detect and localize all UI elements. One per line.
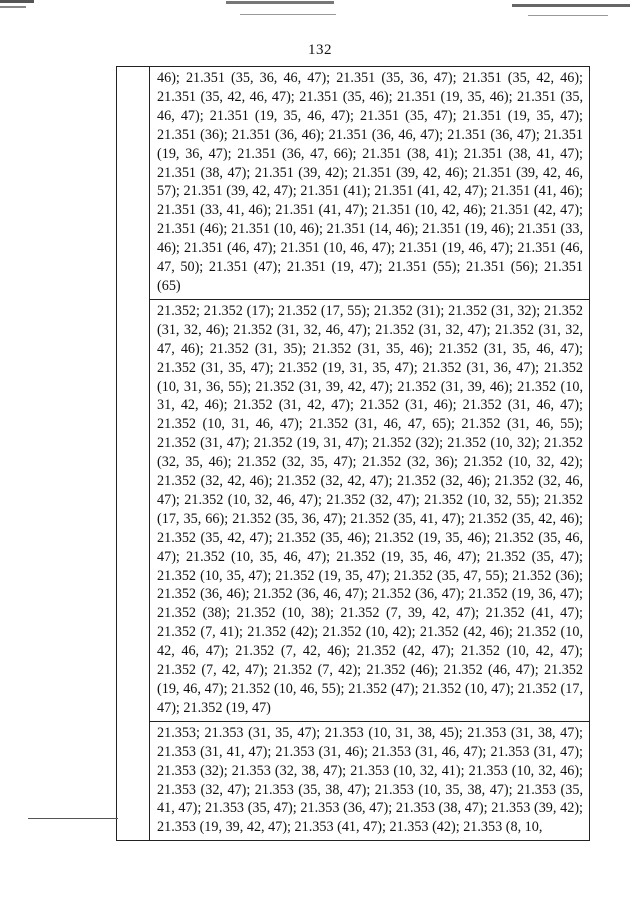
table-cell: [150, 721, 590, 840]
scan-artifact-top-center: [226, 1, 334, 4]
scan-artifact-top-right: [512, 4, 630, 7]
scan-artifact-top-left-2: [0, 6, 26, 8]
table-cell: [150, 299, 590, 721]
table-cell: [150, 67, 590, 300]
table-cell-empty: [117, 67, 150, 841]
table-cell-text: 21.352; 21.352 (17); 21.352 (17, 55); 21.352 (31); 21.352 (31, 32); 21.352 (31, 32, 46); 21.352 (31, 32, 46, 47); 21.352 (31, 32, 47); 21.352 (31, 32, 47, 46); 21.352 (31, 35); 21.352 (31, 35, 46); 21.352 (31, 35, 46, 47); 21.352 (31, 35, 47); 21.352 (19, 31, 35, 47); 21.352 (31, 36, 47); 21.352 (10, 31, 36, 55); 21.352 (31, 39, 42, 47); 21.352 (31, 39, 46); 21.352 (10, 31, 42, 46); 21.352 (31, 42, 47); 21.352 (31, 46); 21.352 (31, 46, 47); 21.352 (10, 31, 46, 47); 21.352 (31, 46, 47, 65); 21.352 (31, 46, 55); 21.352 (31, 47); 21.352 (19, 31, 47); 21.352 (32); 21.352 (10, 32); 21.352 (32, 35, 46); 21.352 (32, 35, 47); 21.352 (32, 36); 21.352 (10, 32, 42); 21.352 (32, 42, 46); 21.352 (32, 42, 47); 21.352 (32, 46); 21.352 (32, 46, 47); 21.352 (10, 32, 46, 47); 21.352 (32, 47); 21.352 (10, 32, 55); 21.352 (17, 35, 66); 21.352 (35, 36, 47); 21.352 (35, 41, 47); 21.352 (35, 42, 46); 21.352 (35, 42, 47); 21.352 (35, 46); 21.352 (19, 35, 46); 21.352 (35, 46, 47); 21.352 (10, 35, 46, 47); 21.352 (19, 35, 46, 47); 21.352 (35, 47); 21.352 (10, 35, 47); 21.352 (19, 35, 47); 21.352 (35, 47, 55); 21.352 (36); 21.352 (36, 46); 21.352 (36, 46, 47); 21.352 (36, 47); 21.352 (19, 36, 47); 21.352 (38); 21.352 (10, 38); 21.352 (7, 39, 42, 47); 21.352 (41, 47); 21.352 (7, 41); 21.352 (42); 21.352 (10, 42); 21.352 (42, 46); 21.352 (10, 42, 46, 47); 21.352 (7, 42, 46); 21.352 (42, 47); 21.352 (10, 42, 47); 21.352 (7, 42, 47); 21.352 (7, 42); 21.352 (46); 21.352 (46, 47); 21.352 (19, 46, 47); 21.352 (10, 46, 55); 21.352 (47); 21.352 (10, 47); 21.352 (17, 47); 21.352 (19, 47): [157, 302, 583, 716]
scan-artifact-top-right-2: [528, 15, 608, 16]
bottom-rule: [28, 818, 118, 819]
table-cell-text: 46); 21.351 (35, 36, 46, 47); 21.351 (35, 36, 47); 21.351 (35, 42, 46); 21.351 (35, 42, 46, 47); 21.351 (35, 46); 21.351 (19, 35, 46); 21.351 (35, 46, 47); 21.351 (19, 35, 46, 47); 21.351 (35, 47); 21.351 (19, 35, 47); 21.351 (36); 21.351 (36, 46); 21.351 (36, 46, 47); 21.351 (36, 47); 21.351 (19, 36, 47); 21.351 (36, 47, 66); 21.351 (38, 41); 21.351 (38, 41, 47); 21.351 (38, 47); 21.351 (39, 42); 21.351 (39, 42, 46); 21.351 (39, 42, 46, 57); 21.351 (39, 42, 47); 21.351 (41); 21.351 (41, 42, 47); 21.351 (41, 46); 21.351 (33, 41, 46); 21.351 (41, 47); 21.351 (10, 42, 46); 21.351 (42, 47); 21.351 (46); 21.351 (10, 46); 21.351 (14, 46); 21.351 (19, 46); 21.351 (33, 46); 21.351 (46, 47); 21.351 (10, 46, 47); 21.351 (19, 46, 47); 21.351 (46, 47, 50); 21.351 (47); 21.351 (19, 47); 21.351 (55); 21.351 (56); 21.351 (65): [157, 70, 583, 294]
table-row: [117, 299, 590, 721]
index-table: [116, 66, 590, 841]
scan-artifact-top-center-2: [240, 14, 336, 15]
table-row: [117, 67, 590, 300]
table-cell-text: 21.353; 21.353 (31, 35, 47); 21.353 (10, 31, 38, 45); 21.353 (31, 38, 47); 21.353 (31, 41, 47); 21.353 (31, 46); 21.353 (31, 46, 47); 21.353 (31, 47); 21.353 (32); 21.353 (32, 38, 47); 21.353 (10, 32, 41); 21.353 (10, 32, 46); 21.353 (32, 47); 21.353 (35, 38, 47); 21.353 (10, 35, 38, 47); 21.353 (35, 41, 47); 21.353 (35, 47); 21.353 (36, 47); 21.353 (38, 47); 21.353 (39, 42); 21.353 (19, 39, 42, 47); 21.353 (41, 47); 21.353 (42); 21.353 (8, 10,: [157, 724, 583, 836]
table-row: [117, 721, 590, 840]
scan-artifact-top-left: [0, 0, 34, 3]
page-number: 132: [308, 42, 332, 58]
